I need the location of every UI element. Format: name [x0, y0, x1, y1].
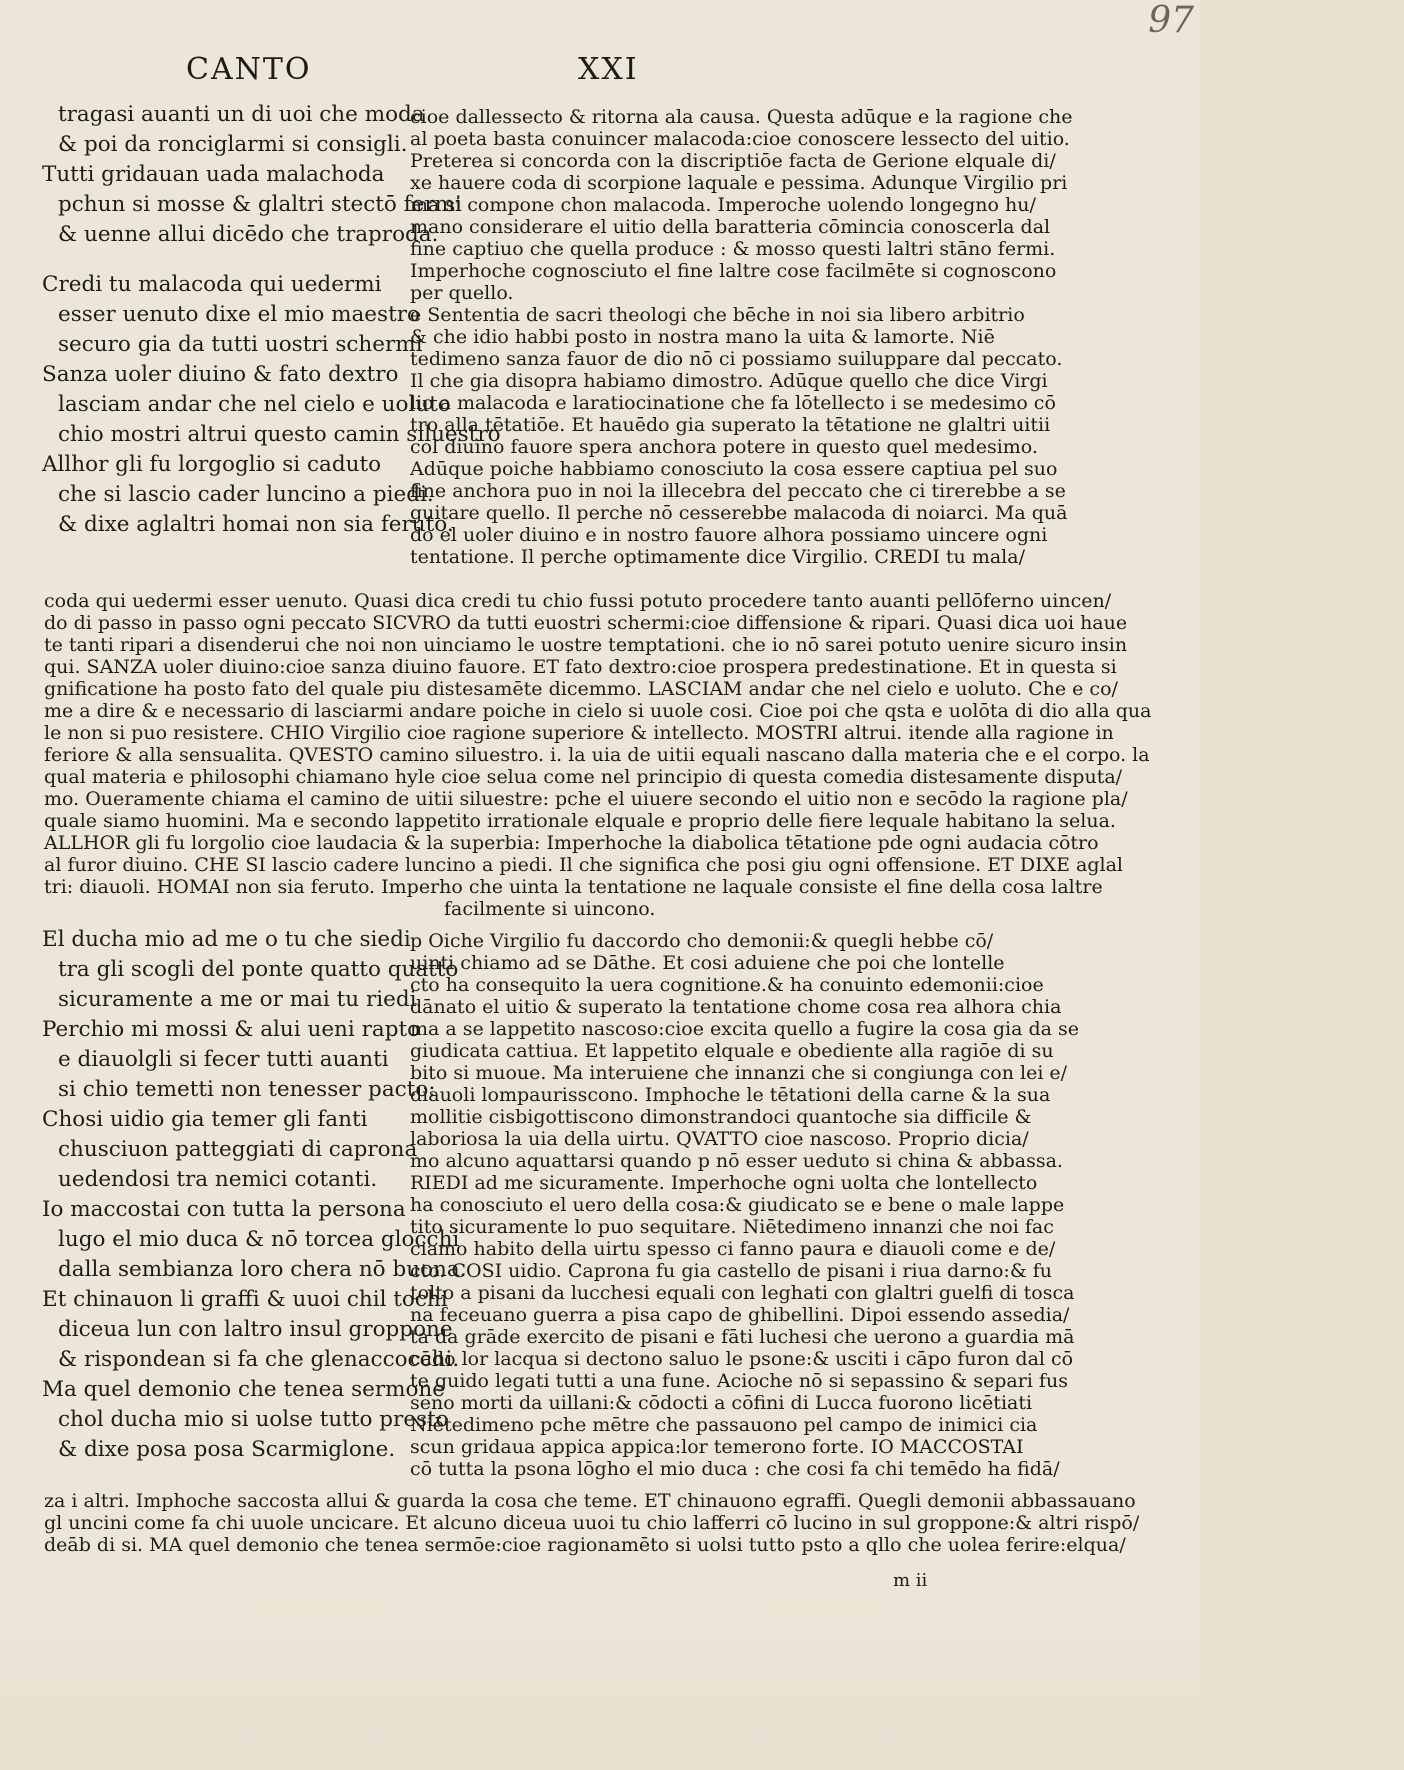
commentary-line: le non si puo resistere. CHIO Virgilio cioe ragione superiore & intellecto. MOSTRI altrui. itende alla ragione in	[44, 722, 1114, 744]
verse-line: Sanza uoler diuino & fato dextro	[42, 362, 399, 387]
commentary-column-top	[410, 106, 1073, 568]
verse-line: Chosi uidio gia temer gli fanti	[42, 1107, 368, 1132]
commentary-line: al furor diuino. CHE SI lascio cadere luncino a piedi. Il che significa che posi giu ogni offensione. ET DIXE aglal	[44, 854, 1123, 876]
commentary-full-width-middle	[44, 590, 1404, 920]
commentary-line: quale siamo huomini. Ma e secondo lappetito irrationale elquale e proprio delle fiere lequale habitano la selua.	[44, 810, 1116, 832]
commentary-line: diauoli lompaurisscono. Imphoche le tētationi della carne & la sua	[410, 1084, 1051, 1106]
verse-line: e diauolgli si fecer tutti auanti	[58, 1047, 389, 1072]
commentary-line: cādo lor lacqua si dectono saluo le psone:& usciti i cāpo furon dal cō	[410, 1348, 1074, 1370]
verse-line: si chio temetti non tenesser pacto:	[58, 1077, 436, 1102]
commentary-line: tro alla tētatiōe. Et hauēdo gia superato la tētatione ne glaltri uitii	[410, 414, 1051, 436]
commentary-line: tito sicuramente lo puo sequitare. Niētedimeno innanzi che noi fac	[410, 1216, 1054, 1238]
commentary-line: mano considerare el uitio della baratteria cōmincia conoscerla dal	[410, 216, 1051, 238]
commentary-line: tedimeno sanza fauor de dio nō ci possiamo suiluppare dal peccato.	[410, 348, 1063, 370]
running-head-number: XXI	[578, 52, 639, 87]
verse-line: & rispondean si fa che glenaccocchi.	[58, 1347, 460, 1372]
verse-line: chusciuon patteggiati di caprona	[58, 1137, 418, 1162]
commentary-line: giudicata cattiua. Et lappetito elquale e obediente alla ragiōe di su	[410, 1040, 1054, 1062]
commentary-line: qual materia e philosophi chiamano hyle cioe selua come nel principio di questa comedia distesamente disputa/	[44, 766, 1123, 788]
commentary-line: scun gridaua appica appica:lor temerono forte. IO MACCOSTAI	[410, 1436, 1024, 1458]
commentary-column-bottom	[410, 930, 1079, 1480]
commentary-line: te tanti ripari a disenderui che noi non uinciamo le uostre temptationi. che io nō sarei potuto uenire sicuro insin	[44, 634, 1128, 656]
verse-line: Credi tu malacoda qui uedermi	[42, 272, 382, 297]
commentary-line: seno morti da uillani:& cōdocti a cōfini di Lucca fuorono licētiati	[410, 1392, 1033, 1414]
verse-line: lasciam andar che nel cielo e uoluto	[58, 392, 451, 417]
commentary-line: uinti chiamo ad se Dāthe. Et cosi aduiene che poi che lontelle	[410, 952, 1005, 974]
commentary-line: cioe dallessecto & ritorna ala causa. Questa adūque e la ragione che	[410, 106, 1073, 128]
commentary-line: ALLHOR gli fu lorgolio cioe laudacia & la superbia: Imperhoche la diabolica tētatione pde ogni audacia cōtro	[44, 832, 1099, 854]
verse-line: & dixe aglaltri homai non sia feruto.	[58, 512, 454, 537]
commentary-line: lio a malacoda e laratiocinatione che fa lōtellecto i se medesimo cō	[410, 392, 1056, 414]
commentary-line: bito si muoue. Ma interuiene che innanzi che si congiunga con lei e/	[410, 1062, 1068, 1084]
verse-line: Perchio mi mossi & alui ueni rapto	[42, 1017, 421, 1042]
commentary-line: tolto a pisani da lucchesi equali con leghati con glaltri guelfi di tosca	[410, 1282, 1075, 1304]
running-head-canto: CANTO	[186, 52, 312, 87]
verse-line: chol ducha mio si uolse tutto presto	[58, 1407, 449, 1432]
commentary-line: tentatione. Il perche optimamente dice Virgilio. CREDI tu mala/	[410, 546, 1025, 568]
commentary-line: mo alcuno aquattarsi quando p nō esser ueduto si china & abbassa.	[410, 1150, 1063, 1172]
verse-line: diceua lun con laltro insul groppone	[58, 1317, 453, 1342]
verse-line: Tutti gridauan uada malachoda	[42, 162, 385, 187]
commentary-full-width-end	[44, 1490, 1140, 1556]
folio-number: 97	[1148, 0, 1194, 41]
verse-line: & uenne allui dicēdo che traproda.	[58, 222, 439, 247]
verse-line: che si lascio cader luncino a piedi.	[58, 482, 434, 507]
commentary-line: ma a se lappetito nascoso:cioe excita quello a fugire la cosa gia da se	[410, 1018, 1079, 1040]
verse-line: sicuramente a me or mai tu riedi	[58, 987, 417, 1012]
commentary-line: fine anchora puo in noi la illecebra del peccato che ci tirerebbe a se	[410, 480, 1066, 502]
verse-line: securo gia da tutti uostri schermi	[58, 332, 423, 357]
commentary-line: ta da grāde exercito de pisani e fāti luchesi che uerono a guardia mā	[410, 1326, 1075, 1348]
commentary-line: cto. COSI uidio. Caprona fu gia castello de pisani i riua darno:& fu	[410, 1260, 1053, 1282]
verse-line: Ma quel demonio che tenea sermone	[42, 1377, 445, 1402]
verse-line: chio mostri altrui questo camin siluestro	[58, 422, 501, 447]
commentary-line: feriore & alla sensualita. QVESTO camino siluestro. i. la uia de uitii equali nascano dalla materia che e el corpo. la	[44, 744, 1150, 766]
commentary-line: qui. SANZA uoler diuino:cioe sanza diuino fauore. ET fato dextro:cioe prospera predestinatione. Et in questa si	[44, 656, 1117, 678]
commentary-line: fine captiuo che quella produce : & mosso questi laltri stāno fermi.	[410, 238, 1056, 260]
signature-mark: m ii	[893, 1570, 928, 1591]
commentary-line: facilmente si uincono.	[444, 898, 656, 920]
commentary-line: ha conosciuto el uero della cosa:& giudicato se e bene o male lappe	[410, 1194, 1065, 1216]
commentary-line: e Sententia de sacri theologi che bēche in noi sia libero arbitrio	[410, 304, 1025, 326]
verse-line: dalla sembianza loro chera nō buona.	[58, 1257, 467, 1282]
commentary-line: dānato el uitio & superato la tentatione chome cosa rea alhora chia	[410, 996, 1062, 1018]
commentary-line: gnificatione ha posto fato del quale piu distesamēte dicemmo. LASCIAM andar che nel cielo e uoluto. Che e co/	[44, 678, 1118, 700]
commentary-line: ma si compone chon malacoda. Imperoche uolendo longegno hu/	[410, 194, 1036, 216]
verse-line: uedendosi tra nemici cotanti.	[58, 1167, 378, 1192]
commentary-line: do el uoler diuino e in nostro fauore alhora possiamo uincere ogni	[410, 524, 1048, 546]
verse-column-bottom	[42, 925, 467, 1465]
commentary-line: cto ha consequito la uera cognitione.& ha conuinto edemonii:cioe	[410, 974, 1044, 996]
verse-line: pchun si mosse & glaltri stectō fermi	[58, 192, 462, 217]
verse-line: Et chinauon li graffi & uuoi chil tochi	[42, 1287, 448, 1312]
commentary-line: Preterea si concorda con la discriptiōe facta de Gerione elquale di/	[410, 150, 1056, 172]
commentary-line: mollitie cisbigottiscono dimonstrandoci quantoche sia difficile &	[410, 1106, 1032, 1128]
verse-line: esser uenuto dixe el mio maestro	[58, 302, 420, 327]
commentary-line: tri: diauoli. HOMAI non sia feruto. Imperho che uinta la tentatione ne laquale consiste el fine della cosa laltre	[44, 876, 1103, 898]
commentary-line: coda qui uedermi esser uenuto. Quasi dica credi tu chio fussi potuto procedere tanto auanti pellōferno uincen/	[44, 590, 1112, 612]
verse-line: & poi da ronciglarmi si consigli.	[58, 132, 408, 157]
commentary-line: cō tutta la psona lōgho el mio duca : che cosi fa chi temēdo ha fidā/	[410, 1458, 1060, 1480]
commentary-line: deāb di si. MA quel demonio che tenea sermōe:cioe ragionamēto si uolsi tutto psto a qllo che uolea ferire:elqua/	[44, 1534, 1126, 1556]
commentary-line: & che idio habbi posto in nostra mano la uita & lamorte. Niē	[410, 326, 995, 348]
commentary-line: Adūque poiche habbiamo conosciuto la cosa essere captiua pel suo	[410, 458, 1058, 480]
verse-line: tragasi auanti un di uoi che moda	[58, 102, 425, 127]
commentary-line: za i altri. Imphoche saccosta allui & guarda la cosa che teme. ET chinauono egraffi. Quegli demonii abbassauano	[44, 1490, 1136, 1512]
verse-line: Allhor gli fu lorgoglio si caduto	[42, 452, 382, 477]
commentary-line: guitare quello. Il perche nō cesserebbe malacoda di noiarci. Ma quā	[410, 502, 1068, 524]
commentary-line: ciamo habito della uirtu spesso ci fanno paura e diauoli come e de/	[410, 1238, 1056, 1260]
commentary-line: me a dire & e necessario di lasciarmi andare poiche in cielo si uuole cosi. Cioe poi che qsta e uolōta di dio alla qua	[44, 700, 1152, 722]
commentary-line: Il che gia disopra habiamo dimostro. Adūque quello che dice Virgi	[410, 370, 1048, 392]
lower-margin	[0, 1595, 1200, 1770]
verse-line: & dixe posa posa Scarmiglone.	[58, 1437, 396, 1462]
verse-line: tra gli scogli del ponte quatto quatto	[58, 957, 459, 982]
commentary-line: col diuino fauore spera anchora potere in questo quel medesimo.	[410, 436, 1038, 458]
commentary-line: p Oiche Virgilio fu daccordo cho demonii:& quegli hebbe cō/	[410, 930, 994, 952]
verse-line: lugo el mio duca & nō torcea glocchi	[58, 1227, 460, 1252]
commentary-line: Niētedimeno pche mētre che passauono pel campo de inimici cia	[410, 1414, 1038, 1436]
commentary-line: do di passo in passo ogni peccato SICVRO da tutti euostri schermi:cioe diffensione & ripari. Quasi dica uoi haue	[44, 612, 1128, 634]
commentary-line: Imperhoche cognosciuto el fine laltre cose facilmēte si cognoscono	[410, 260, 1057, 282]
commentary-line: xe hauere coda di scorpione laquale e pessima. Adunque Virgilio pri	[410, 172, 1068, 194]
commentary-line: RIEDI ad me sicuramente. Imperhoche ogni uolta che lontellecto	[410, 1172, 1038, 1194]
verse-line: El ducha mio ad me o tu che siedi	[42, 927, 411, 952]
commentary-line: te guido legati tutti a una fune. Acioche nō si sepassino & separi fus	[410, 1370, 1068, 1392]
commentary-line: na feceuano guerra a pisa capo de ghibellini. Dipoi essendo assedia/	[410, 1304, 1070, 1326]
commentary-line: al poeta basta conuincer malacoda:cioe conoscere lessecto del uitio.	[410, 128, 1070, 150]
commentary-line: laboriosa la uia della uirtu. QVATTO cioe nascoso. Proprio dicia/	[410, 1128, 1029, 1150]
verse-stanza	[42, 100, 462, 250]
commentary-line: mo. Oueramente chiama el camino de uitii siluestre: pche el uiuere secondo el uitio non e secōdo la ragione pla/	[44, 788, 1128, 810]
verse-line: Io maccostai con tutta la persona	[42, 1197, 406, 1222]
commentary-line: per quello.	[410, 282, 514, 304]
commentary-line: gl uncini come fa chi uuole uncicare. Et alcuno diceua uuoi tu chio lafferri cō lucino in sul groppone:& altri rispō/	[44, 1512, 1140, 1534]
